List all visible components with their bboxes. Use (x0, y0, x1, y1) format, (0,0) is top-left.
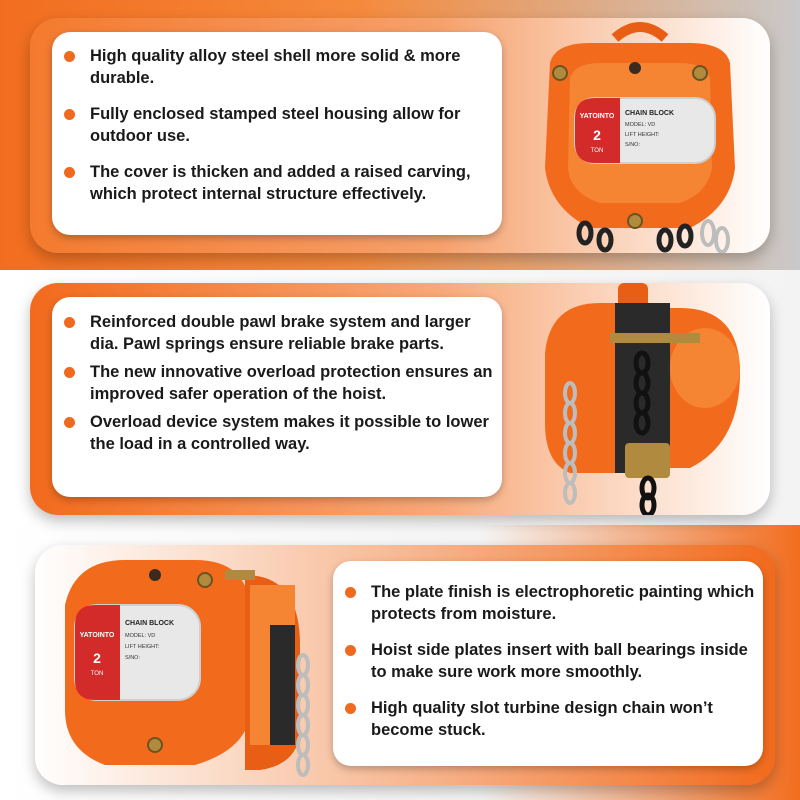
bullet-dot-icon (345, 703, 356, 714)
feature-text: Overload device system makes it possible to lower the load in a controlled way. (90, 413, 489, 453)
nameplate-lift: LIFT HEIGHT: (125, 644, 160, 650)
nameplate-unit: TON (90, 671, 104, 677)
feature-item (52, 311, 502, 355)
bullet-dot-icon (345, 587, 356, 598)
feature-list-housing (52, 32, 502, 205)
nameplate-model: MODEL: VD (625, 122, 656, 128)
feature-item (333, 581, 763, 625)
nameplate-model: MODEL: VD (125, 633, 156, 639)
feature-text: The new innovative overload protection ensures an improved safer operation of the hoist. (90, 363, 493, 403)
feature-text: Hoist side plates insert with ball bearings inside to make sure work more smoothly. (371, 641, 748, 681)
feature-item (52, 411, 502, 455)
feature-list-finish (333, 561, 763, 741)
chain-hoist-front-image (530, 18, 770, 253)
nameplate-capacity: 2 (593, 127, 601, 143)
feature-card-housing (52, 32, 502, 235)
nameplate-unit: TON (590, 148, 604, 154)
feature-text: The plate finish is electrophoretic painting which protects from moisture. (371, 583, 755, 623)
feature-text: High quality slot turbine design chain won’t become stuck. (371, 699, 713, 739)
feature-item (52, 103, 502, 147)
bullet-dot-icon (64, 109, 75, 120)
nameplate-sn: S/NO: (125, 655, 140, 661)
chain-hoist-side-image (530, 283, 770, 515)
feature-item (52, 45, 502, 89)
feature-item (52, 361, 502, 405)
feature-item (333, 639, 763, 683)
bullet-dot-icon (64, 167, 75, 178)
nameplate-brand: YATOINTO (79, 632, 115, 639)
nameplate-lift: LIFT HEIGHT: (625, 132, 660, 138)
feature-card-brake (52, 297, 502, 497)
feature-list-brake (52, 297, 502, 455)
bullet-dot-icon (345, 645, 356, 656)
feature-text: Reinforced double pawl brake system and larger dia. Pawl springs ensure reliable brake parts. (90, 313, 471, 353)
bullet-dot-icon (64, 317, 75, 328)
bullet-dot-icon (64, 51, 75, 62)
feature-card-finish (333, 561, 763, 766)
nameplate-sn: S/NO: (625, 142, 640, 148)
bullet-dot-icon (64, 367, 75, 378)
chain-hoist-angle-image (45, 545, 325, 785)
nameplate-capacity: 2 (93, 650, 101, 666)
feature-text: High quality alloy steel shell more solid & more durable. (90, 47, 461, 87)
feature-item (52, 161, 502, 205)
nameplate-title: CHAIN BLOCK (125, 620, 174, 627)
nameplate-title: CHAIN BLOCK (625, 110, 674, 117)
feature-item (333, 697, 763, 741)
feature-panel-housing (30, 18, 770, 253)
bullet-dot-icon (64, 417, 75, 428)
feature-panel-finish (35, 545, 775, 785)
nameplate-brand: YATOINTO (579, 113, 615, 120)
feature-panel-brake (30, 283, 770, 515)
feature-text: The cover is thicken and added a raised carving, which protect internal structure effectively. (90, 163, 471, 203)
feature-text: Fully enclosed stamped steel housing allow for outdoor use. (90, 105, 461, 145)
